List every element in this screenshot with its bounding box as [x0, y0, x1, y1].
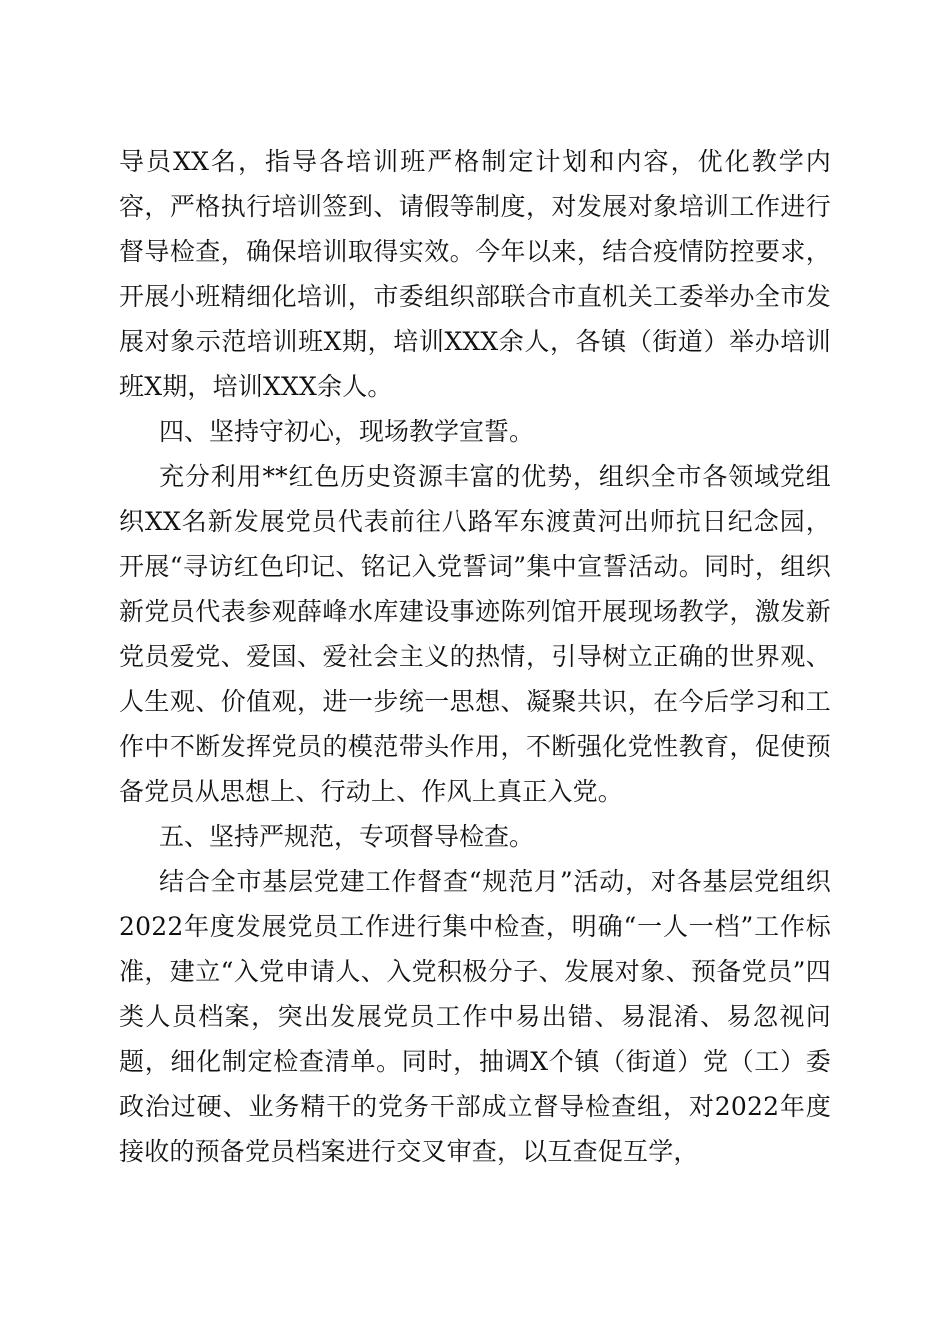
section-five-body: 结合全市基层党建工作督查“规范月”活动，对各基层党组织2022年度发展党员工作进行集中检查，明确“一人一档”工作标准，建立“入党申请人、入党积极分子、发展对象、预备党员”四类人员档案，突出发展党员工作中易出错、易混淆、易忽视问题，细化制定检查清单。同时，抽调X个镇（街道）党（工）委政治过硬、业务精干的党务干部成立督导检查组，对2022年度接收的预备党员档案进行交叉审查，以互查促互学， — [119, 867, 831, 1166]
paragraph-continued: 导员XX名，指导各培训班严格制定计划和内容，优化教学内容，严格执行培训签到、请假等制度，对发展对象培训工作进行督导检查，确保培训取得实效。今年以来，结合疫情防控要求，开展小班精细化培训，市委组织部联合市直机关工委举办全市发展对象示范培训班X期，培训XXX余人，各镇（街道）举办培训班X期，培训XXX余人。 — [119, 147, 831, 401]
section-four-body: 充分利用**红色历史资源丰富的优势，组织全市各领域党组织XX名新发展党员代表前往八路军东渡黄河出师抗日纪念园，开展“寻访红色印记、铭记入党誓词”集中宣誓活动。同时，组织新党员代表参观薛峰水库建设事迹陈列馆开展现场教学，激发新党员爱党、爱国、爱社会主义的热情，引导树立正确的世界观、人生观、价值观，进一步统一思想、凝聚共识，在今后学习和工作中不断发挥党员的模范带头作用，不断强化党性教育，促使预备党员从思想上、行动上、作风上真正入党。 — [119, 462, 831, 806]
section-five-heading: 五、坚持严规范，专项督导检查。 — [159, 822, 535, 851]
document-page — [119, 139, 831, 1174]
section-four-heading: 四、坚持守初心，现场教学宣誓。 — [159, 417, 535, 446]
